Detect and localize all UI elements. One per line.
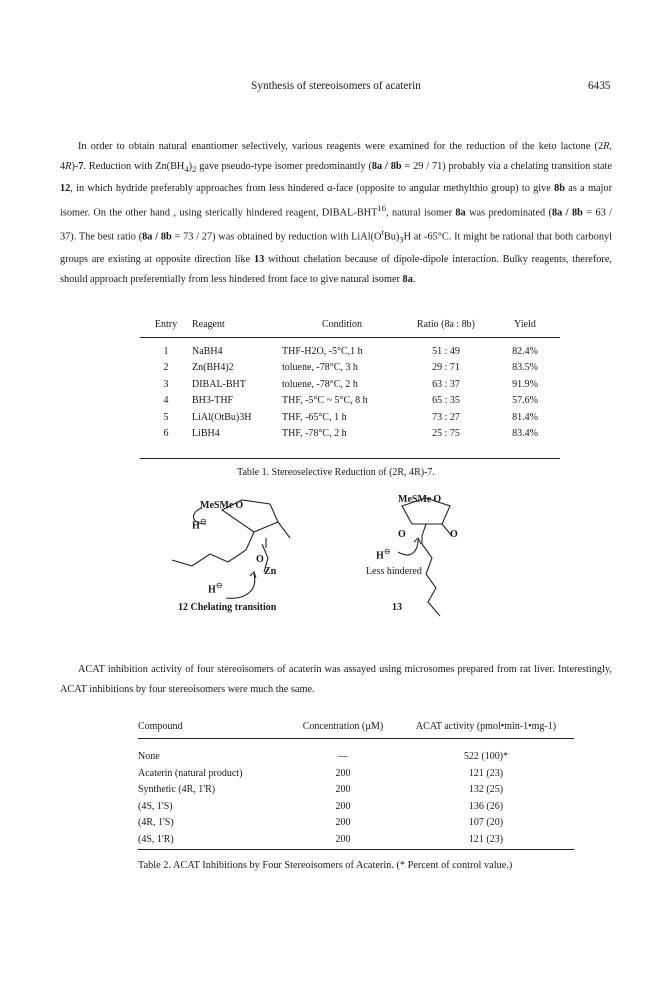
- less-hindered-label: Less hindered: [366, 566, 422, 577]
- oxygen-label-13: O: [398, 529, 406, 540]
- compound-ref: 8a / 8b: [142, 231, 172, 243]
- cell-conc: 200: [335, 767, 351, 779]
- subscript: 2: [192, 163, 197, 174]
- compound-ref: 8a: [455, 207, 466, 219]
- table-row: [138, 782, 574, 799]
- label-compound-12: 12 Chelating transition: [178, 602, 277, 613]
- cell-condition: toluene, -78°C, 3 h: [282, 362, 358, 374]
- cell-conc: 200: [335, 784, 351, 796]
- side-chain-12: [172, 532, 254, 566]
- compound-ref: 8a / 8b: [551, 207, 583, 219]
- text: was predominated (: [465, 207, 552, 219]
- cell-conc: —: [338, 751, 348, 762]
- table-row: [140, 338, 560, 361]
- hydride-arrow-13: [398, 540, 418, 555]
- cell-activity: 132 (25): [468, 784, 504, 796]
- cell-entry: 5: [163, 411, 169, 423]
- cell-yield: 83.5%: [512, 362, 538, 374]
- text: , 4: [60, 141, 612, 172]
- cell-yield: 83.4%: [512, 428, 538, 440]
- cell-reagent: BH3-THF: [192, 395, 234, 407]
- text: ): [188, 160, 193, 172]
- cell-reagent: NaBH4: [192, 346, 223, 357]
- col-header-condition: Condition: [282, 319, 402, 338]
- cell-compound: (4R, 1'S): [138, 817, 174, 829]
- text: .: [412, 274, 416, 286]
- label-compound-13: 13: [392, 602, 402, 613]
- cell-ratio: 65 : 35: [432, 395, 460, 407]
- table-2: [138, 721, 574, 849]
- superscript: t: [381, 227, 384, 238]
- cell-conc: 200: [335, 817, 351, 829]
- compound-ref: 13: [254, 254, 265, 266]
- cell-conc: 200: [335, 800, 351, 812]
- cell-activity: 107 (20): [468, 817, 504, 829]
- text: R: [603, 141, 610, 152]
- table-1-caption: Table 1. Stereoselective Reduction of (2R, 4R)-7.: [237, 467, 435, 478]
- mes-label-13: MeSMe O: [398, 494, 442, 505]
- col-header-yield: Yield: [490, 319, 560, 338]
- cell-compound: Acaterin (natural product): [138, 767, 243, 779]
- text: gave pseudo-type isomer predominantly (: [196, 160, 372, 172]
- table-row: [140, 377, 560, 393]
- oxygen-label-13b: O: [450, 529, 458, 540]
- cell-yield: 57.6%: [512, 395, 538, 407]
- hydride-label-13: H⊖: [376, 547, 391, 562]
- col-header-ratio: Ratio (8a : 8b): [402, 319, 490, 338]
- subscript: 4: [184, 163, 189, 174]
- cell-activity: 522 (100)*: [463, 751, 509, 762]
- cell-reagent: LiAl(OtBu)3H: [192, 411, 252, 423]
- cell-entry: 4: [163, 395, 169, 407]
- cell-condition: THF, -78°C, 2 h: [282, 428, 347, 440]
- cell-ratio: 73 : 27: [432, 411, 460, 423]
- table-header-row: [140, 319, 560, 338]
- text: H at -65°C. It might be rational that both carbonyl groups are existing at opposite direction like: [60, 231, 612, 266]
- cell-entry: 1: [163, 346, 169, 357]
- col-header-reagent: Reagent: [192, 319, 282, 338]
- text: R: [65, 160, 72, 172]
- text: Bu): [383, 231, 400, 243]
- page-number: 6435: [588, 80, 611, 92]
- text: = 73 / 27) was obtained by reduction with LiAl(O: [171, 231, 382, 243]
- table-row: [140, 360, 560, 376]
- compound-ref: 12: [60, 183, 71, 195]
- text: In order to obtain natural enantiomer selectively, various reagents were examined for the reduction of the keto lactone (2: [78, 141, 604, 152]
- text: . Reduction with Zn(BH: [83, 160, 185, 172]
- compound-ref: 8b: [554, 183, 566, 195]
- text: = 63 / 37). The best ratio (: [60, 207, 613, 243]
- cell-activity: 136 (26): [468, 800, 504, 812]
- cell-entry: 2: [163, 362, 169, 374]
- cell-condition: THF-H2O, -5°C,1 h: [282, 346, 363, 357]
- cell-conc: 200: [335, 833, 351, 845]
- text: , in which hydride preferably approaches from less hindered α-face (opposite to angular methylthio group) to give: [70, 183, 555, 195]
- table-row: [138, 832, 574, 849]
- cell-activity: 121 (23): [468, 767, 504, 779]
- cell-compound: (4S, 1'R): [138, 833, 174, 845]
- hydride-label-12: H⊖: [192, 517, 207, 532]
- cell-yield: 81.4%: [512, 411, 538, 423]
- cell-condition: toluene, -78°C, 2 h: [282, 378, 358, 390]
- side-chain-13: [422, 536, 440, 616]
- running-title: Synthesis of stereoisomers of acaterin: [251, 80, 421, 92]
- cell-yield: 82.4%: [512, 346, 538, 357]
- subscript: 3: [399, 234, 404, 245]
- table-1-bottom-rule: [140, 458, 560, 459]
- text: as a major isomer. On the other hand , using sterically hindered reagent, DIBAL-BHT: [60, 183, 613, 219]
- paragraph-acat: [60, 660, 612, 699]
- cell-reagent: Zn(BH4)2: [192, 362, 234, 374]
- table-row: [140, 426, 560, 442]
- col-header-activity: ACAT activity (pmol•min-1•mg-1): [398, 721, 574, 739]
- cell-ratio: 51 : 49: [432, 346, 460, 357]
- cell-compound: None: [138, 751, 160, 762]
- text: = 29 / 71) probably via a chelating transition state: [401, 160, 612, 172]
- col-header-entry: Entry: [140, 319, 192, 338]
- col-header-concentration: Concentration (µM): [288, 721, 398, 739]
- cell-condition: THF, -65°C, 1 h: [282, 411, 347, 423]
- table-2-bottom-rule: [138, 849, 574, 850]
- col-header-compound: Compound: [138, 721, 288, 739]
- cell-condition: THF, -5°C ~ 5°C, 8 h: [282, 395, 368, 407]
- cell-entry: 3: [163, 378, 169, 390]
- cell-compound: (4S, 1'S): [138, 800, 173, 812]
- cell-compound: Synthetic (4R, 1'R): [138, 784, 216, 796]
- zn-label: Zn: [264, 566, 277, 577]
- table-row: [138, 739, 574, 766]
- table-row: [138, 799, 574, 816]
- cell-activity: 121 (23): [468, 833, 504, 845]
- table-row: [138, 815, 574, 832]
- cell-entry: 6: [163, 428, 169, 440]
- citation: 16: [377, 203, 386, 214]
- oxygen-label-12: O: [256, 554, 264, 565]
- compound-ref: 7: [78, 160, 84, 172]
- compound-ref: 8a: [402, 274, 413, 286]
- text: ACAT inhibition activity of four stereoisomers of acaterin was assayed using microsomes prepared from rat liver. Interestingly, ACAT inhibitions by four stereoisomers were much the same.: [60, 664, 612, 695]
- cell-ratio: 29 : 71: [432, 362, 460, 374]
- hydride-label-12b: H⊖: [208, 581, 223, 596]
- cell-yield: 91.9%: [512, 378, 538, 390]
- compound-ref: 8a / 8b: [371, 160, 402, 172]
- text: )-: [71, 160, 79, 172]
- table-2-caption: Table 2. ACAT Inhibitions by Four Stereoisomers of Acaterin. (* Percent of control value.): [138, 860, 513, 871]
- cell-ratio: 25 : 75: [432, 428, 460, 440]
- table-row: [140, 393, 560, 409]
- table-header-row: [138, 721, 574, 739]
- paragraph-reduction: [60, 137, 612, 290]
- cell-ratio: 63 : 37: [432, 378, 460, 390]
- text: without chelation because of dipole-dipole interaction. Bulky reagents, therefore, should approach preferentially from less hindered front face to give natural isomer: [60, 254, 612, 286]
- cell-reagent: LiBH4: [192, 428, 220, 440]
- table-row: [138, 766, 574, 783]
- hydride-arrow-12b: [226, 574, 255, 598]
- text: , natural isomer: [386, 207, 456, 219]
- cell-reagent: DIBAL-BHT: [192, 378, 246, 390]
- mes-label-12: MeSMe O: [200, 500, 244, 511]
- table-1: [140, 319, 560, 442]
- table-row: [140, 410, 560, 426]
